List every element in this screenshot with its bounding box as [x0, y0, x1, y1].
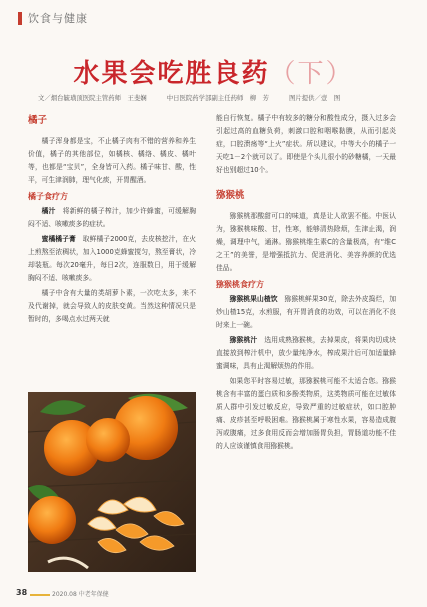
section-heading-kiwi: 猕猴桃: [216, 190, 245, 201]
kiwi-recipe-heading: 猕猴桃食疗方: [216, 280, 264, 289]
kiwi-caution: 如果您平时容易过敏，那猕猴桃可能不太适合您。猕猴桃含有丰富的蛋白质和多酚类物质，这类物质可能在过敏体质人群中引发过敏反应，导致严重的过敏症状，如口腔肿痛、皮疹甚至呼吸困难。猕猴桃属于寒性水果，容易造成腹泻或腹痛，过多食用反而会增加肠胃负担，胃肠道功能不佳的人应该谨慎食用猕猴桃。: [216, 377, 396, 450]
byline-author-1: 文／烟台毓璜顶医院主管药师 王斐娴: [38, 94, 147, 102]
byline: [38, 93, 408, 102]
orange-caution-continued: 能自行恢复。橘子中有较多的糖分和酸性成分，摄入过多会引起过高的血糖负荷，刺激口腔和咽喉黏膜，从而引起炎症，口腔溃疡等“上火”症状。所以建议，中等大小的橘子一天吃1－2个就可以了。即使是个头儿很小的砂糖橘，一天最好也别超过10个。: [216, 114, 396, 174]
right-column: [216, 112, 396, 455]
recipe-text: 取鲜橘子2000克，去皮核挖汁，在火上煎熬至浓稠状，加入1000克蜂蜜搅匀，熬至膏状，冷却装瓶。每次20毫升，每日2次，连服数日，用于缓解胸闷不适、咳嗽痰多。: [28, 235, 196, 282]
byline-photo-credit: 图片提供／壹 图: [288, 94, 341, 102]
kiwi-recipe-1: [216, 293, 396, 332]
title-main: 水果会吃胜良药: [73, 59, 270, 89]
recipe-name: 猕猴桃汁: [229, 336, 258, 344]
page-footer: [16, 589, 411, 599]
section-accent-bar: [18, 12, 22, 25]
kiwi-recipe-2: [216, 334, 396, 373]
recipe-name: 橘汁: [41, 207, 56, 215]
orange-caution: 橘子中含有大量的类胡萝卜素，一次吃太多，来不及代谢掉，就会导致人的皮肤变黄。当然这种情况只是暂时的，多喝点水过两天就: [28, 289, 196, 323]
recipe-name: 蜜橘橘子膏: [41, 235, 76, 243]
orange-recipe-heading: 橘子食疗方: [28, 192, 68, 201]
section-label: 饮食与健康: [28, 12, 88, 25]
tangerine-illustration: [28, 392, 196, 572]
orange-intro: 橘子浑身都是宝，不止橘子肉有不错的营养和养生价值，橘子的其他部位，如橘核、橘络、橘皮、橘叶等，也都是“宝贝”，全身皆可入药。橘子味甘、酸，性平，可生津润肺，理气化痰，开胃醒酒。: [28, 137, 196, 184]
tangerine-photo: [28, 392, 196, 572]
recipe-name: 猕猴桃果山楂饮: [229, 295, 278, 303]
page-number: 38: [16, 588, 28, 597]
section-heading-orange: 橘子: [28, 115, 48, 126]
left-column: [28, 112, 196, 328]
orange-recipe-2: [28, 233, 196, 285]
orange-recipe-1: [28, 205, 196, 231]
footer-accent-bar: [30, 594, 50, 596]
kiwi-intro: 猕猴桃那酸甜可口的味道，真是让人欲罢不能。中医认为，猕猴桃味酸、甘，性寒，能够清热除烦，生津止渴，润燥，调理中气，通淋。猕猴桃维生素C的含量极高，有“维C之王”的美誉，是增强抵抗力、促进消化、美容养颜的优选佳品。: [216, 212, 396, 272]
recipe-text: 猕猴桃鲜果30克，除去外皮捣烂，加炒山楂15克，水煎服，有开胃消食的功效，可以在消化不良时来上一碗。: [216, 295, 396, 329]
recipe-text: 将新鲜的橘子榨汁，加少许蜂蜜，可缓解胸闷不适、咳嗽痰多的症状。: [28, 207, 197, 228]
title-part: （下）: [269, 59, 354, 89]
recipe-text: 选用成熟猕猴桃，去掉果皮，将果肉切成块直接放到榨汁机中，放少量纯净水，榨成果汁后可加适量蜂蜜调味，具有止渴解烦热的作用。: [216, 336, 397, 370]
magazine-name: 2020.08 中老年保健: [52, 591, 109, 598]
byline-author-2: 中日医院药学部副主任药师 柳 芳: [166, 94, 269, 102]
article-title: [0, 53, 427, 90]
